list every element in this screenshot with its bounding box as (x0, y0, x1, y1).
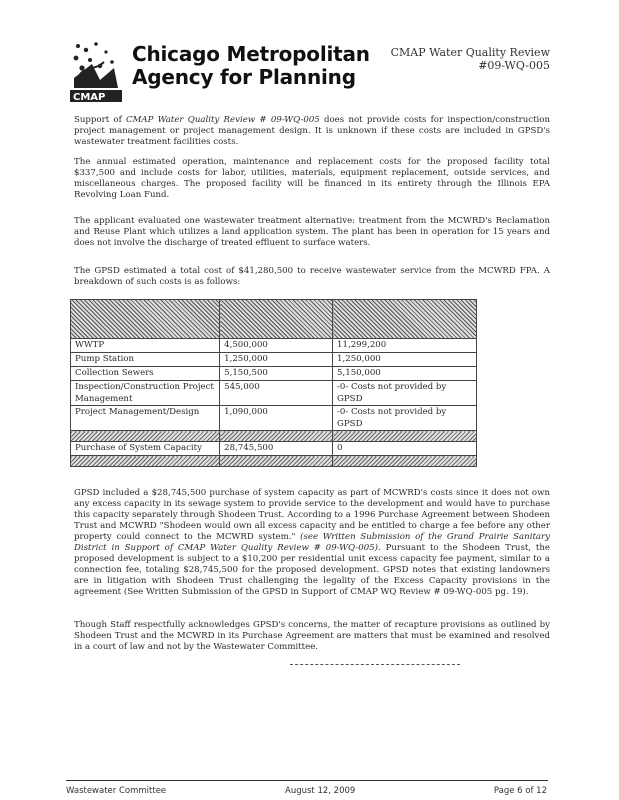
row-cost: 5,150,000 (333, 367, 477, 381)
review-title: CMAP Water Quality Review (390, 46, 550, 59)
paragraph-annual-costs (74, 157, 550, 201)
footer-rule (66, 780, 548, 781)
footer-page-number: Page 6 of 12 (493, 786, 547, 796)
paragraph-text: The GPSD estimated a total cost of $41,280,500 to receive wastewater service from the MCWRD FPA. A breakdown of such costs is as follows: (74, 266, 550, 287)
footer-committee: Wastewater Committee (66, 786, 167, 796)
table-shaded-row (71, 431, 477, 442)
row-cost: 4,500,000 (220, 339, 333, 353)
table-row (71, 353, 477, 367)
citation: (see Written Submission of the Grand Prairie Sanitary District in Support of CMAP Water Quality Review # 09-WQ-005). (74, 532, 550, 553)
text-segment: Pursuant to the Shodeen Trust, the proposed development is subject to a $10,200 per residential unit excess capacity fee payment, similar to a connection fee, totaling $28,745,500 for the proposed development. GPSD notes that existing landowners are in litigation with Shodeen Trust challenging the legality of the Excess Capacity provisions in the agreement (See Written Submission of the GPSD in Support of CMAP WQ Review # 09-WQ-005 pg. 19). (74, 543, 551, 597)
row-cost: 28,745,500 (220, 442, 333, 456)
table-row (71, 367, 477, 381)
paragraph-text: Though Staff respectfully acknowledges GPSD's concerns, the matter of recapture provisions as outlined by Shodeen Trust and the MCWRD in its Purchase Agreement are matters that must be examined and resolved in a court of law and not by the Wastewater Committee. (74, 620, 550, 652)
row-cost: 1,090,000 (220, 406, 333, 431)
paragraph-system-capacity (74, 488, 550, 598)
row-item: Purchase of System Capacity (71, 442, 220, 456)
text-segment: GPSD included a $28,745,500 purchase of system capacity as part of MCWRD's costs since it does not own any excess capacity in its sewage system to provide service to the development and would have to purchase this capacity separately through Shodeen Trust. According to a 1996 Purchase Agreement between Shodeen Trust and MCWRD "Shodeen would own all excess capacity and be entitled to charge a fee before any other property could connect to the MCWRD system." (74, 488, 550, 542)
shaded-cell (220, 431, 333, 442)
row-item: WWTP (71, 339, 220, 353)
cmap-logo (70, 40, 122, 102)
shaded-cell (333, 431, 477, 442)
header-cell (333, 300, 477, 339)
table-header-row (71, 300, 477, 339)
divider (290, 664, 460, 665)
paragraph-alternatives (74, 216, 550, 249)
paragraph-text: The annual estimated operation, maintenance and replacement costs for the proposed facility total $337,500 and include costs for labor, utilities, materials, equipment replacement, outside services, and miscellaneous charges. The proposed facility will be financed in its entirety through the Illinois EPA Revolving Loan Fund. (74, 157, 550, 200)
table-row (71, 381, 477, 406)
paragraph-total-cost (74, 266, 550, 288)
row-cost: 5,150,500 (220, 367, 333, 381)
org-line-1: Chicago Metropolitan (132, 42, 370, 66)
shaded-cell (220, 456, 333, 467)
row-item: Inspection/Construction Project Management (71, 381, 220, 406)
paragraph-staff-acknowledgement (74, 620, 550, 653)
citation: CMAP Water Quality Review # 09-WQ-005 (126, 115, 320, 125)
shaded-cell (333, 456, 477, 467)
header-cell (71, 300, 220, 339)
row-cost: 1,250,000 (333, 353, 477, 367)
row-cost: 11,299,200 (333, 339, 477, 353)
paragraph-support (74, 115, 550, 148)
table-row (71, 442, 477, 456)
row-item: Pump Station (71, 353, 220, 367)
shaded-cell (71, 456, 220, 467)
text-segment: does not provide costs for inspection/construction project management or project management design. It is unknown if these costs are included in GPSD's wastewater treatment facilities costs. (74, 115, 550, 147)
row-cost: -0- Costs not provided by GPSD (333, 381, 477, 406)
row-cost: 545,000 (220, 381, 333, 406)
table-row (71, 406, 477, 431)
cost-breakdown-table (70, 299, 477, 467)
table-row (71, 339, 477, 353)
paragraph-text: The applicant evaluated one wastewater treatment alternative: treatment from the MCWRD's Reclamation and Reuse Plant which utilizes a land application system. The plant has been in operation for 15 years and does not involve the discharge of treated effluent to surface waters. (74, 216, 550, 248)
organization-name (132, 43, 370, 89)
row-item: Project Management/Design (71, 406, 220, 431)
footer-date: August 12, 2009 (285, 786, 356, 796)
text-segment: Support of (74, 115, 127, 125)
logo-wordmark: CMAP (73, 92, 106, 102)
table-total-row (71, 456, 477, 467)
row-cost: -0- Costs not provided by GPSD (333, 406, 477, 431)
row-cost: 0 (333, 442, 477, 456)
row-cost: 1,250,000 (220, 353, 333, 367)
header-cell (220, 300, 333, 339)
document-reference (391, 46, 550, 72)
row-item: Collection Sewers (71, 367, 220, 381)
review-number: #09-WQ-005 (478, 59, 550, 72)
org-line-2: Agency for Planning (132, 65, 356, 89)
shaded-cell (71, 431, 220, 442)
